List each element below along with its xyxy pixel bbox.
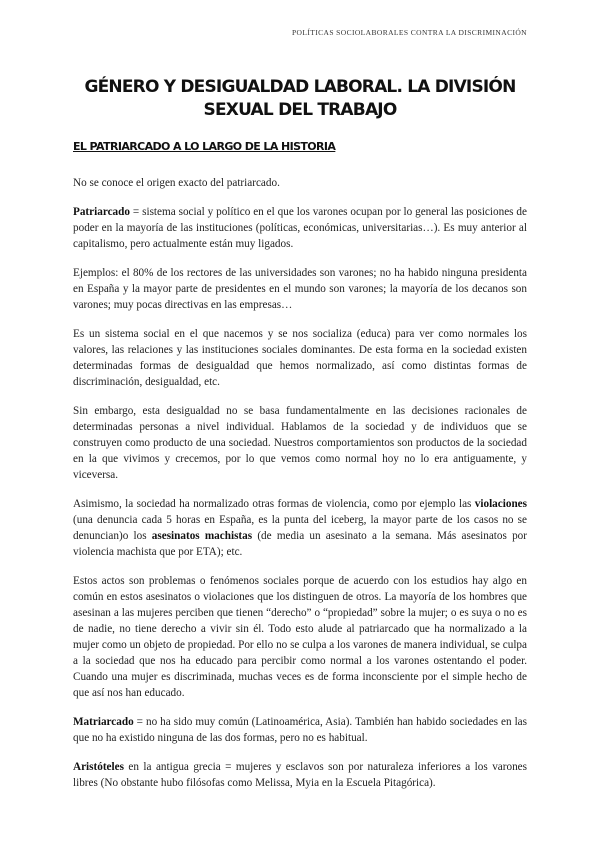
aristoteles-text: en la antigua grecia = mujeres y esclavos son por naturaleza inferiores a los varones libres (No obstante hubo filósofas como Melissa, Myia en la Escuela Pitagórica). — [73, 761, 527, 789]
definition-text: = sistema social y político en el que los varones ocupan por lo general las posiciones de poder en la mayoría de las instituciones (políticas, económicas, universitarias…). Es muy anterior al capitalismo, pero actualmente están muy ligados. — [73, 206, 527, 250]
running-header: POLÍTICAS SOCIOLABORALES CONTRA LA DISCRIMINACIÓN — [291, 28, 527, 37]
term-violaciones: violaciones — [474, 498, 527, 510]
paragraph-origin: No se conoce el origen exacto del patriarcado. — [73, 177, 280, 189]
paragraph-social-phenomena: Estos actos son problemas o fenómenos sociales porque de acuerdo con los estudios hay algo en común en estos asesinatos o violaciones que los distinguen de otros. La mayoría de los hombres que asesinan a las mujeres perciben que tienen “derecho” o “propiedad” sobre la mujer; o es suya o no es de nadie, no tiene derecho a vivir sin él. Todo esto alude al patriarcado que ha normalizado a la mujer como un objeto de propiedad. Por ello no se culpa a los varones de manera individual, se culpa a la sociedad que nos ha educado para percibir como normal a los varones ostentando el poder. Cuando una mujer es discriminada, muchas veces es de forma inconsciente por el simple hecho de que así nos han educado. — [73, 575, 527, 699]
violence-text-e: (de media un asesinato a la semana. Más asesinatos por violencia machista que por ETA); etc. — [73, 530, 527, 558]
term-matriarcado: Matriarcado — [73, 716, 134, 728]
term-aristoteles: Aristóteles — [73, 761, 124, 773]
section-heading: EL PATRIARCADO A LO LARGO DE LA HISTORIA — [73, 140, 336, 153]
term-patriarcado: Patriarcado — [73, 206, 130, 218]
paragraph-violence — [73, 496, 527, 560]
paragraph-aristoteles — [73, 759, 527, 791]
paragraph-examples: Ejemplos: el 80% de los rectores de las universidades son varones; no ha habido ninguna presidenta en España y la mayor parte de presidentes en el mundo son varones; la mayoría de los decanos son varones; muy pocas directivas en las empresas… — [73, 267, 527, 311]
violence-text-a: Asimismo, la sociedad ha normalizado otras formas de violencia, como por ejemplo las — [73, 498, 475, 510]
violence-text-c: (una denuncia cada 5 horas en España, es la punta del iceberg, la mayor parte de los casos no se denuncian)o los — [73, 514, 527, 542]
paragraph-patriarcado-definition — [73, 204, 527, 252]
paragraph-socialization: Es un sistema social en el que nacemos y se nos socializa (educa) para ver como normales los valores, las relaciones y las instituciones sociales dominantes. De esta forma en la sociedad existen determinadas formas de desigualdad que hemos normalizado, así como distintas formas de discriminación, desigualdad, etc. — [73, 328, 527, 388]
matriarcado-text: = no ha sido muy común (Latinoamérica, Asia). También han habido sociedades en las que no ha existido ninguna de las dos formas, pero no es habitual. — [73, 716, 527, 744]
paragraph-society: Sin embargo, esta desigualdad no se basa fundamentalmente en las decisiones racionales de determinadas personas a nivel individual. Hablamos de la sociedad y de individuos que se construyen como producto de una sociedad. Nuestros comportamientos son productos de la sociedad en la que vivimos y crecemos, por lo que vemos como normal hoy no lo era antiguamente, y viceversa. — [73, 405, 527, 481]
paragraph-matriarcado — [73, 714, 527, 746]
document-body — [73, 175, 527, 804]
page-title: GÉNERO Y DESIGUALDAD LABORAL. LA DIVISIÓN SEXUAL DEL TRABAJO — [84, 77, 516, 120]
term-asesinatos-machistas: asesinatos machistas — [151, 530, 253, 542]
